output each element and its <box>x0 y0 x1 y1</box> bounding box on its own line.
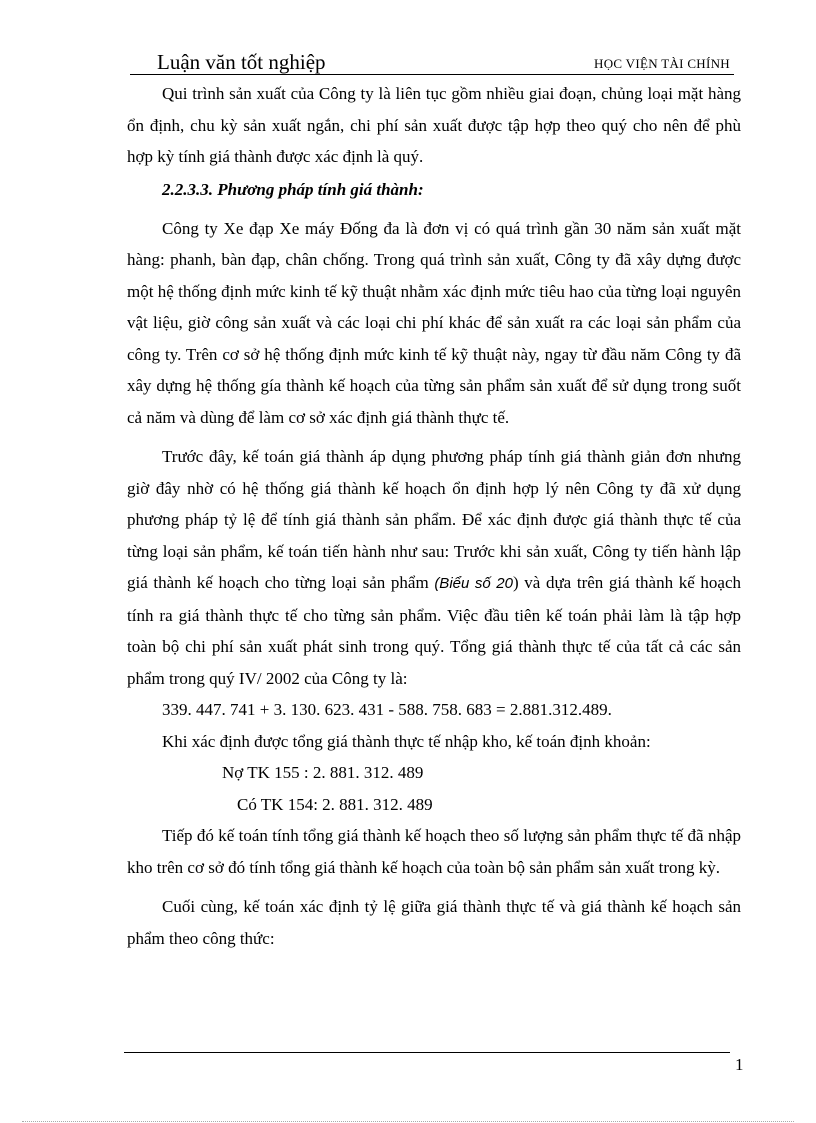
page-header <box>130 50 734 75</box>
paragraph-costing-method-part1: Trước đây, kế toán giá thành áp dụng phương pháp tính giá thành giản đơn nhưng giờ đây nhờ có hệ thống giá thành kế hoạch ổn định hợp lý nên Công ty đã xử dụng phương pháp tỷ lệ để tính giá thành sản phẩm. Để xác định được giá thành thực tế của từng loại sản phẩm, kế toán tiến hành như sau: Trước khi sản xuất, Công ty tiến hành lập giá thành kế hoạch cho từng loại sản phẩm <box>127 447 741 592</box>
cost-formula: 339. 447. 741 + 3. 130. 623. 431 - 588. 758. 683 = 2.881.312.489. <box>162 700 612 719</box>
paragraph-production-process: Qui trình sản xuất của Công ty là liên tục gồm nhiều giai đoạn, chủng loại mặt hàng ổn định, chu kỳ sản xuất ngắn, chi phí sản xuất được tập hợp theo quý cho nên để phù hợp kỳ tính giá thành được xác định là quý. <box>127 84 741 166</box>
journal-entry-debit: Nợ TK 155 : 2. 881. 312. 489 <box>222 763 424 782</box>
paragraph-planned-cost: Tiếp đó kế toán tính tổng giá thành kế hoạch theo số lượng sản phẩm thực tế đã nhập kho trên cơ sở đó tính tổng giá thành kế hoạch của toàn bộ sản phẩm sản xuất trong kỳ. <box>127 826 741 877</box>
document-body <box>127 78 741 954</box>
paragraph-costing-method <box>127 441 741 694</box>
paragraph-ratio-formula: Cuối cùng, kế toán xác định tỷ lệ giữa giá thành thực tế và giá thành kế hoạch sản phẩm theo công thức: <box>127 897 741 948</box>
paragraph-company-overview: Công ty Xe đạp Xe máy Đống đa là đơn vị có quá trình gần 30 năm sản xuất mặt hàng: phanh, bàn đạp, chân chống. Trong quá trình sản xuất, Công ty đã xây dựng được một hệ thống định mức kinh tế kỹ thuật nhằm xác định mức tiêu hao của từng loại nguyên vật liệu, giờ công sản xuất và các loại chi phí khác để sản xuất ra các loại sản phẩm của công ty. Trên cơ sở hệ thống định mức kinh tế kỹ thuật này, ngay từ đầu năm Công ty đã xây dựng hệ thống gía thành kế hoạch của từng sản phẩm sản xuất để sử dụng trong suốt cả năm và dùng để làm cơ sở xác định giá thành thực tế. <box>127 218 741 427</box>
paragraph-costing-method-part2: ) và dựa trên giá thành kế hoạch tính ra giá thành thực tế cho từng sản phẩm. Việc đầu tiên kế toán phải làm là tập hợp toàn bộ chi phí sản xuất phát sinh trong quý. Tổng giá thành thực tế của tất cả các sản phẩm trong quý IV/ 2002 của Công ty là: <box>127 573 741 688</box>
paragraph-journal-intro: Khi xác định được tổng giá thành thực tế nhập kho, kế toán định khoản: <box>162 731 651 751</box>
section-heading: 2.2.3.3. Phương pháp tính giá thành: <box>162 179 424 199</box>
page-bottom-edge <box>22 1121 794 1122</box>
journal-entry-credit: Có TK 154: 2. 881. 312. 489 <box>237 794 433 814</box>
header-thesis-title: Luận văn tốt nghiệp <box>157 50 326 74</box>
header-institution: HỌC VIỆN TÀI CHÍNH <box>594 56 730 71</box>
table-reference: (Biểu số 20 <box>434 575 513 592</box>
footer-divider <box>124 1052 730 1053</box>
page-number: 1 <box>735 1055 744 1074</box>
